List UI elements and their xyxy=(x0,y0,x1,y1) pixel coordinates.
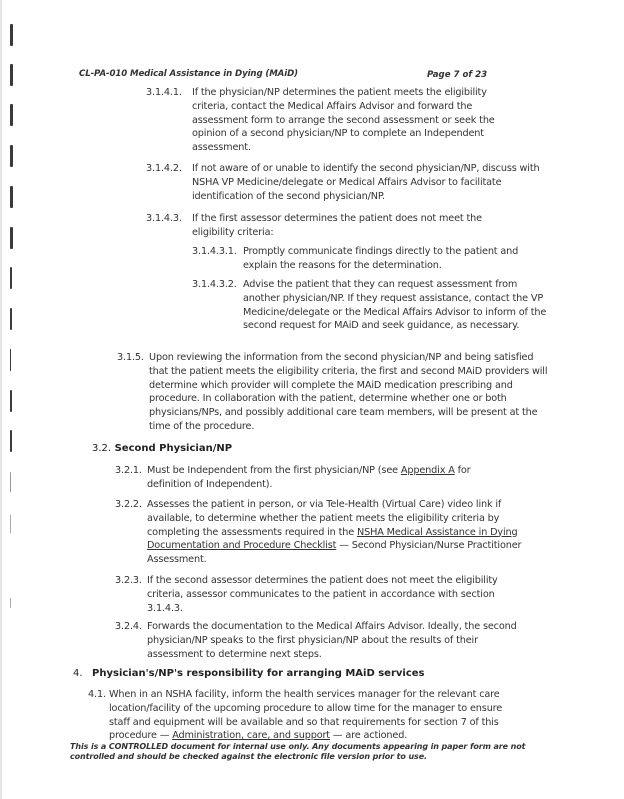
section-number: 3.2.1. xyxy=(115,465,142,476)
binding-mark xyxy=(10,308,12,330)
section-3-2-4 xyxy=(115,620,575,661)
text-after: for definition of Independent). xyxy=(147,465,471,490)
binding-mark xyxy=(10,515,11,533)
section-text: Advise the patient that they can request assessment from another physician/NP. If they request assistance, contact the VP Medicine/delegate or the Medical Affairs Advisor to inform of the second request for MAiD and seek guidance, as necessary. xyxy=(243,279,547,332)
section-number: 3.1.4.3.2. xyxy=(192,279,237,290)
section-number: 3.2.3. xyxy=(115,575,142,586)
appendix-a-link[interactable]: Appendix A xyxy=(400,465,455,476)
page-edge xyxy=(0,0,2,799)
section-3-1-4-3-1 xyxy=(192,245,572,273)
section-4-heading xyxy=(73,668,425,679)
text-before: When in an NSHA facility, inform the health services manager for the relevant care location/facility of the upcoming procedure to allow time for the manager to ensure staff and equipment will be available and so that requirements for section 7 of this procedure — xyxy=(109,689,503,742)
binding-mark xyxy=(10,64,13,86)
binding-mark xyxy=(10,349,11,371)
section-number: 3.1.4.3.1. xyxy=(192,246,237,257)
section-number: 3.1.4.1. xyxy=(146,87,182,98)
section-number: 4.1. xyxy=(88,689,106,700)
binding-mark xyxy=(10,186,13,208)
section-title: Physician's/NP's responsibility for arranging MAiD services xyxy=(92,668,425,679)
section-text: If the first assessor determines the patient does not meet the eligibility criteria: xyxy=(192,213,482,238)
section-3-2-heading xyxy=(92,443,232,454)
section-text: If the second assessor determines the patient does not meet the eligibility criteria, assessor communicates to the patient in accordance with section 3.1.4.3. xyxy=(147,575,498,614)
section-text: If not aware of or unable to identify the second physician/NP, discuss with NSHA VP Medicine/delegate or Medical Affairs Advisor to facilitate identification of the second physician/NP. xyxy=(192,163,540,202)
section-number: 4. xyxy=(73,668,83,679)
section-text: Upon reviewing the information from the second physician/NP and being satisfied that the patient meets the eligibility criteria, the first and second MAiD providers will determine which provider will complete the MAiD medication prescribing and procedure. In collaboration with the patient, determine whether one or both physicians/NPs, and possibly additional care team members, will be present at the time of the procedure. xyxy=(149,352,548,432)
document-title: CL-PA-010 Medical Assistance in Dying (MAiD) xyxy=(79,69,298,79)
section-3-2-1 xyxy=(115,464,555,492)
section-3-2-2 xyxy=(115,498,575,567)
binding-mark xyxy=(10,227,13,249)
text-after: — Second Physician/Nurse Practitioner Assessment. xyxy=(147,540,522,566)
controlled-document-notice: This is a CONTROLLED document for internal use only. Any documents appearing in paper form are not controlled and should be checked against the electronic file version prior to use. xyxy=(70,742,526,761)
binding-mark xyxy=(10,145,13,167)
section-3-1-4-3 xyxy=(146,212,526,240)
binding-mark xyxy=(10,598,11,608)
text-before: Assesses the patient in person, or via Tele-Health (Virtual Care) video link if available, to determine whether the patient meets the eligibility criteria by completing the assessments required in the xyxy=(147,499,502,538)
section-number: 3.2.2. xyxy=(115,499,142,510)
section-number: 3.1.4.2. xyxy=(146,163,182,174)
text-after: — are actioned. xyxy=(329,730,408,742)
section-number: 3.2.4. xyxy=(115,621,142,632)
section-3-1-4-2 xyxy=(146,162,566,203)
section-text xyxy=(147,498,549,567)
section-text: If the physician/NP determines the patient meets the eligibility criteria, contact the Medical Affairs Advisor and forward the assessment form to arrange the second assessment or seek the opinion of a second physician/NP to complete an Independent assessment. xyxy=(192,87,495,154)
section-text: Promptly communicate findings directly to the patient and explain the reasons for the determination. xyxy=(243,246,519,271)
binding-mark xyxy=(10,390,12,412)
section-text: Forwards the documentation to the Medical Affairs Advisor. Ideally, the second physician/NP speaks to the first physician/NP about the results of their assessment to determine next steps. xyxy=(147,621,517,660)
section-3-1-5 xyxy=(117,351,557,434)
binding-mark xyxy=(10,430,12,452)
section-text xyxy=(147,464,507,492)
binding-mark xyxy=(10,267,12,289)
text-before: Must be Independent from the first physician/NP (see xyxy=(147,465,401,476)
section-text xyxy=(109,688,513,743)
binding-mark xyxy=(10,104,13,126)
binding-mark xyxy=(10,24,13,46)
binding-mark xyxy=(10,472,11,492)
checklist-link[interactable]: NSHA Medical Assistance in Dying Documentation and Procedure Checklist xyxy=(147,526,518,552)
section-3-1-4-1 xyxy=(146,86,526,155)
section-3-1-4-3-2 xyxy=(192,278,572,333)
administration-care-support-link[interactable]: Administration, care, and support xyxy=(172,730,330,742)
section-number: 3.1.5. xyxy=(117,352,144,363)
page-number: Page 7 of 23 xyxy=(427,70,488,80)
section-3-2-3 xyxy=(115,574,575,615)
section-number: 3.1.4.3. xyxy=(146,213,182,224)
section-number: 3.2. xyxy=(92,443,112,454)
section-title: Second Physician/NP xyxy=(114,443,233,454)
section-4-1 xyxy=(88,688,568,743)
